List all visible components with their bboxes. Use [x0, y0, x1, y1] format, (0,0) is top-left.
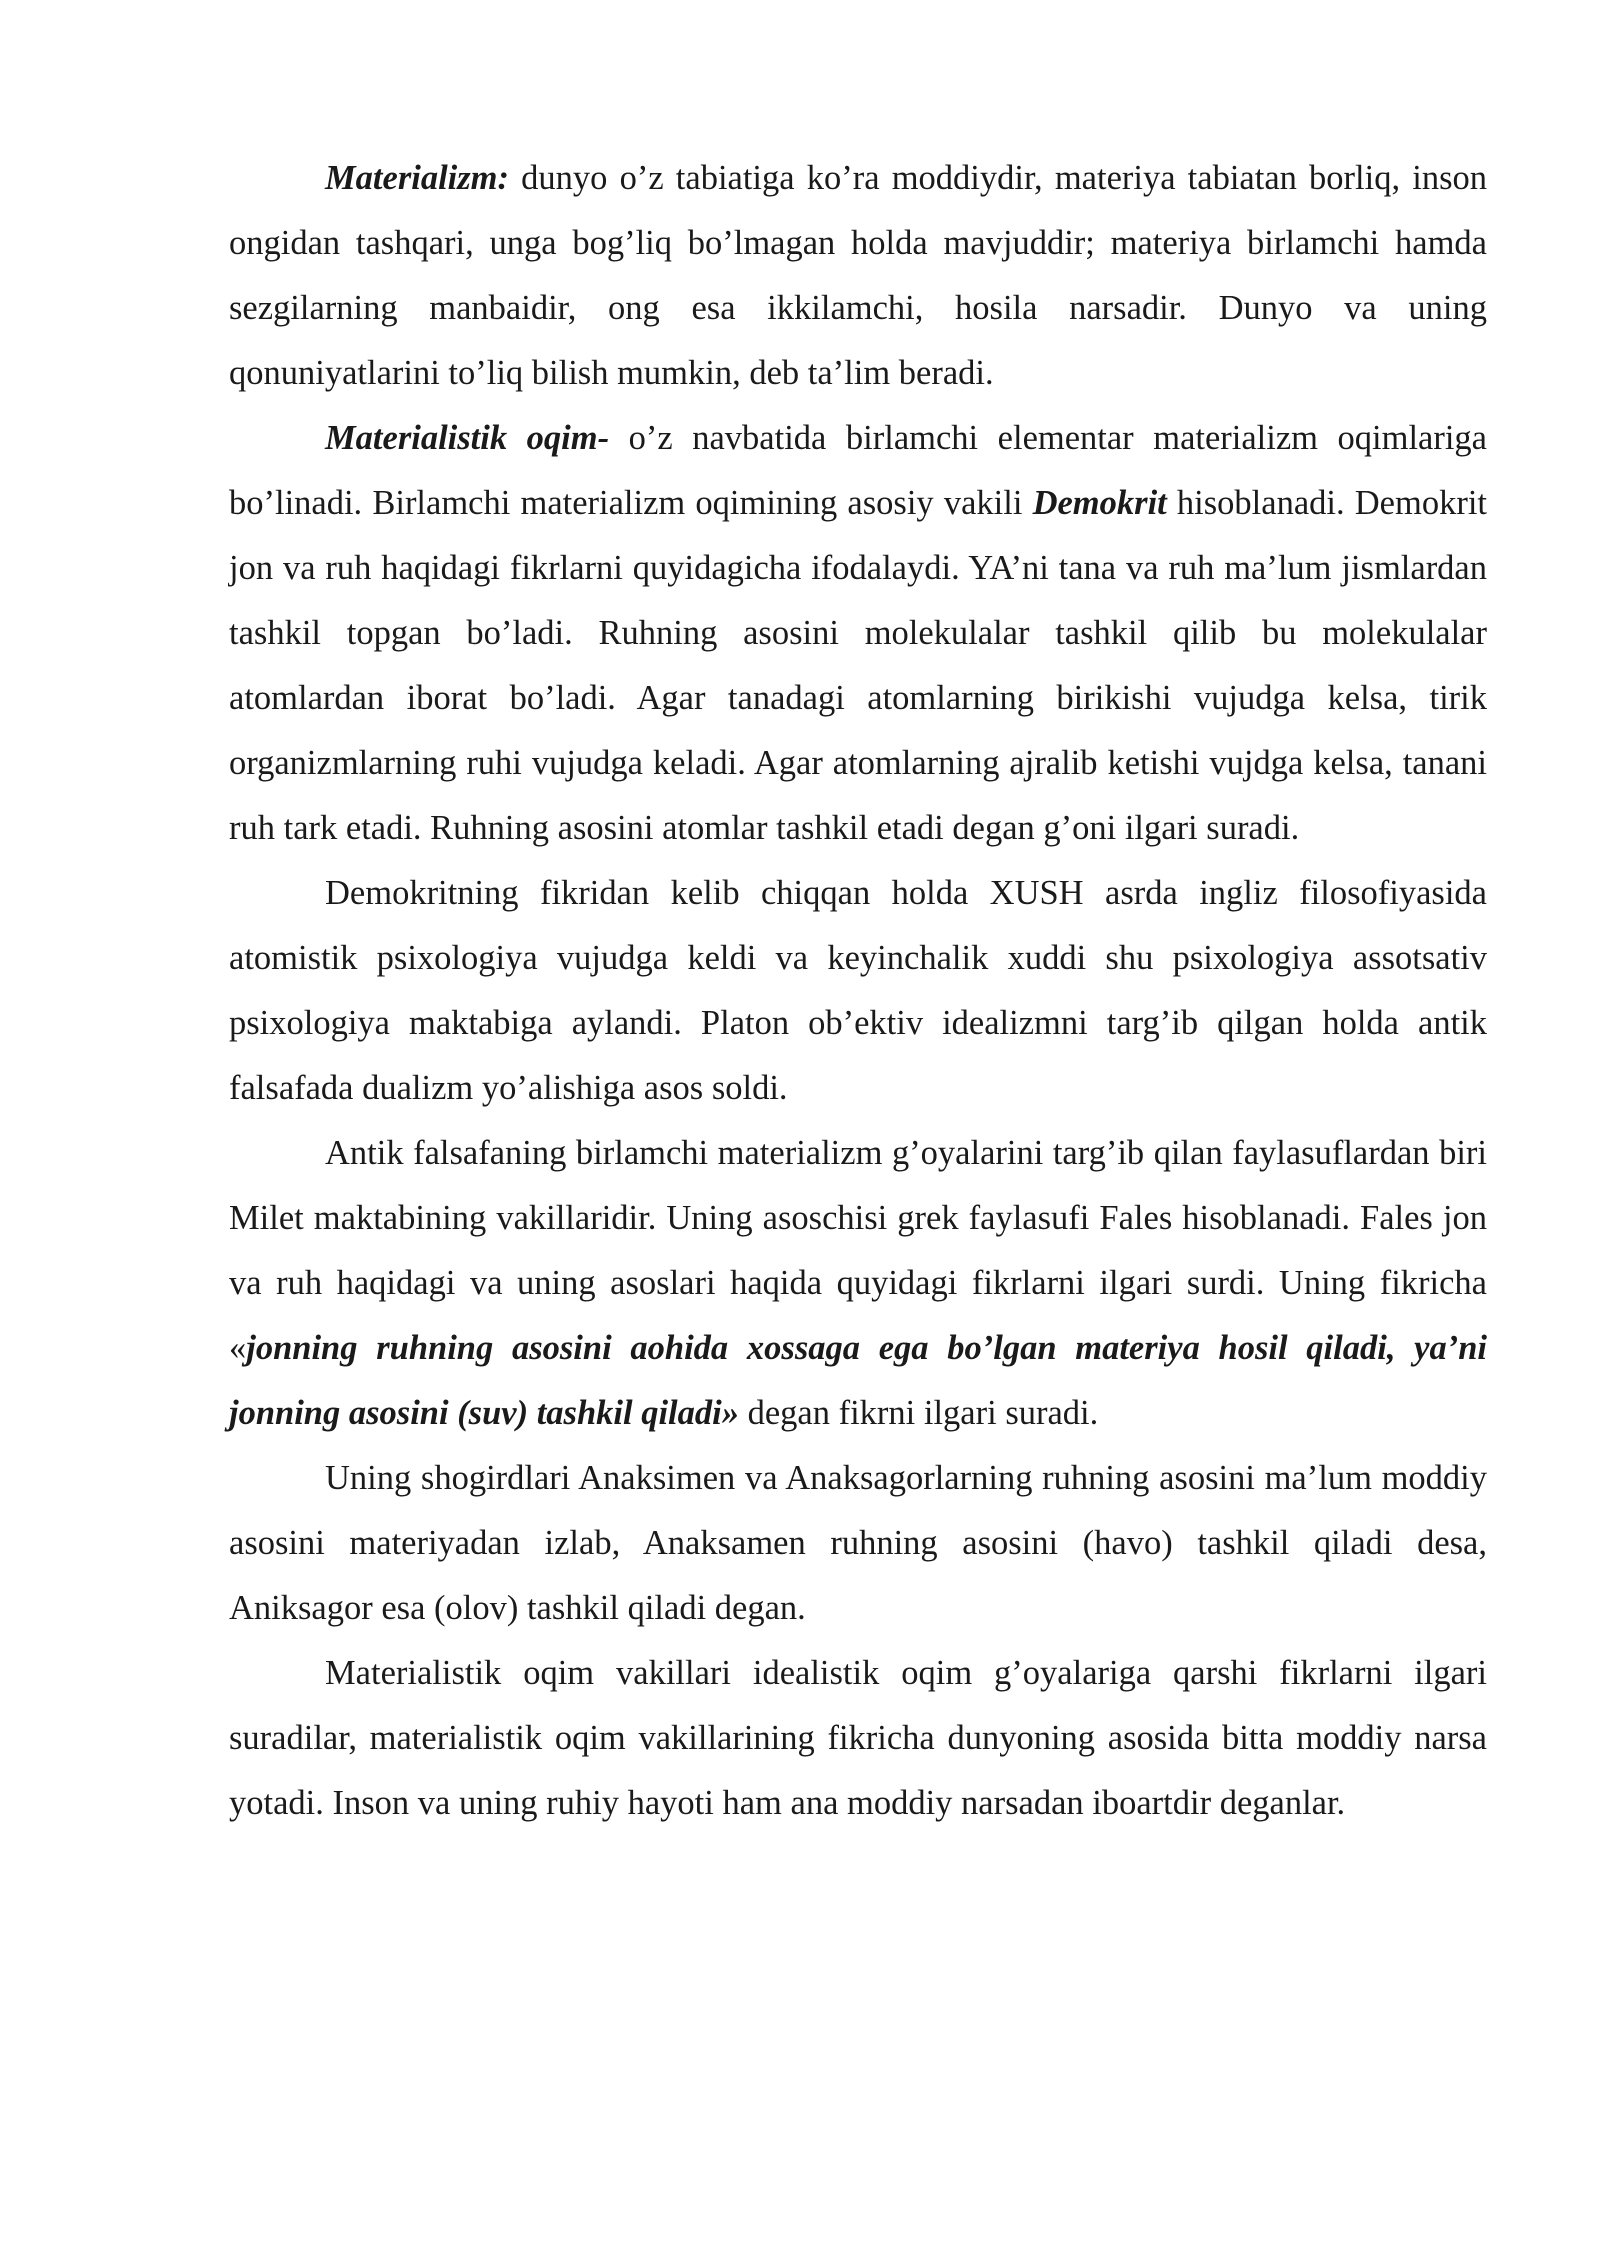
- paragraph-text: hisoblanadi. Demokrit jon va ruh haqidagi fikrlarni quyidagicha ifodalaydi. YA’ni tana va ruh ma’lum jismlardan tashkil topgan bo’ladi. Ruhning asosini molekulalar tashkil qilib bu molekulalar atomlardan iborat bo’ladi. Agar tanadagi atomlarning birikishi vujudga kelsa, tirik organizmlarning ruhi vujudga keladi. Agar atomlarning ajralib ketishi vujdga kelsa, tanani ruh tark etadi. Ruhning asosini atomlar tashkil etadi degan g’oni ilgari suradi.: [229, 484, 1487, 847]
- paragraph-materialistik-oqim: [229, 406, 1487, 861]
- paragraph-text: dunyo o’z tabiatiga ko’ra moddiydir, materiya tabiatan borliq, inson ongidan tashqari, unga bog’liq bo’lmagan holda mavjuddir; materiya birlamchi hamda sezgilarning manbaidir, ong esa ikkilamchi, hosila narsadir. Dunyo va uning qonuniyatlarini to’liq bilish mumkin, deb ta’lim beradi.: [229, 159, 1487, 392]
- paragraph-text: o’z navbatida birlamchi elementar materializm oqimlariga bo’linadi. Birlamchi materializm oqimining asosiy vakili: [229, 419, 1487, 522]
- paragraph-materialistik-vakillari: [229, 1641, 1487, 1836]
- paragraph-materializm: [229, 146, 1487, 406]
- term-demokrit: Demokrit: [1032, 484, 1167, 522]
- term-materialistik-oqim: Materialistik oqim-: [325, 419, 610, 457]
- paragraph-text: degan fikrni ilgari suradi.: [738, 1394, 1099, 1432]
- paragraph-text: Materialistik oqim vakillari idealistik oqim g’oyalariga qarshi fikrlarni ilgari suradilar, materialistik oqim vakillarining fikricha dunyoning asosida bitta moddiy narsa yotadi. Inson va uning ruhiy hayoti ham ana moddiy narsadan iboartdir deganlar.: [229, 1654, 1487, 1822]
- quote-fales: jonning ruhning asosini aohida xossaga ega bo’lgan materiya hosil qiladi, ya’ni jonning asosini (suv) tashkil qiladi»: [229, 1329, 1487, 1432]
- document-page: [229, 146, 1487, 1836]
- term-materializm: Materializm:: [325, 159, 510, 197]
- paragraph-text: Demokritning fikridan kelib chiqqan holda XUSH asrda ingliz filosofiyasida atomistik psixologiya vujudga keldi va keyinchalik xuddi shu psixologiya assotsativ psixologiya maktabiga aylandi. Platon ob’ektiv idealizmni targ’ib qilgan holda antik falsafada dualizm yo’alishiga asos soldi.: [229, 874, 1487, 1107]
- paragraph-demokritning: [229, 861, 1487, 1121]
- paragraph-text: Uning shogirdlari Anaksimen va Anaksagorlarning ruhning asosini ma’lum moddiy asosini materiyadan izlab, Anaksamen ruhning asosini (havo) tashkil qiladi desa, Aniksagor esa (olov) tashkil qiladi degan.: [229, 1459, 1487, 1627]
- paragraph-antik-falsafa: [229, 1121, 1487, 1446]
- paragraph-shogirdlari: [229, 1446, 1487, 1641]
- paragraph-text: Antik falsafaning birlamchi materializm g’oyalarini targ’ib qilan faylasuflardan biri Milet maktabining vakillaridir. Uning asoschisi grek faylasufi Fales hisoblanadi. Fales jon va ruh haqidagi va uning asoslari haqida quyidagi fikrlarni ilgari surdi. Uning fikricha «: [229, 1134, 1487, 1367]
